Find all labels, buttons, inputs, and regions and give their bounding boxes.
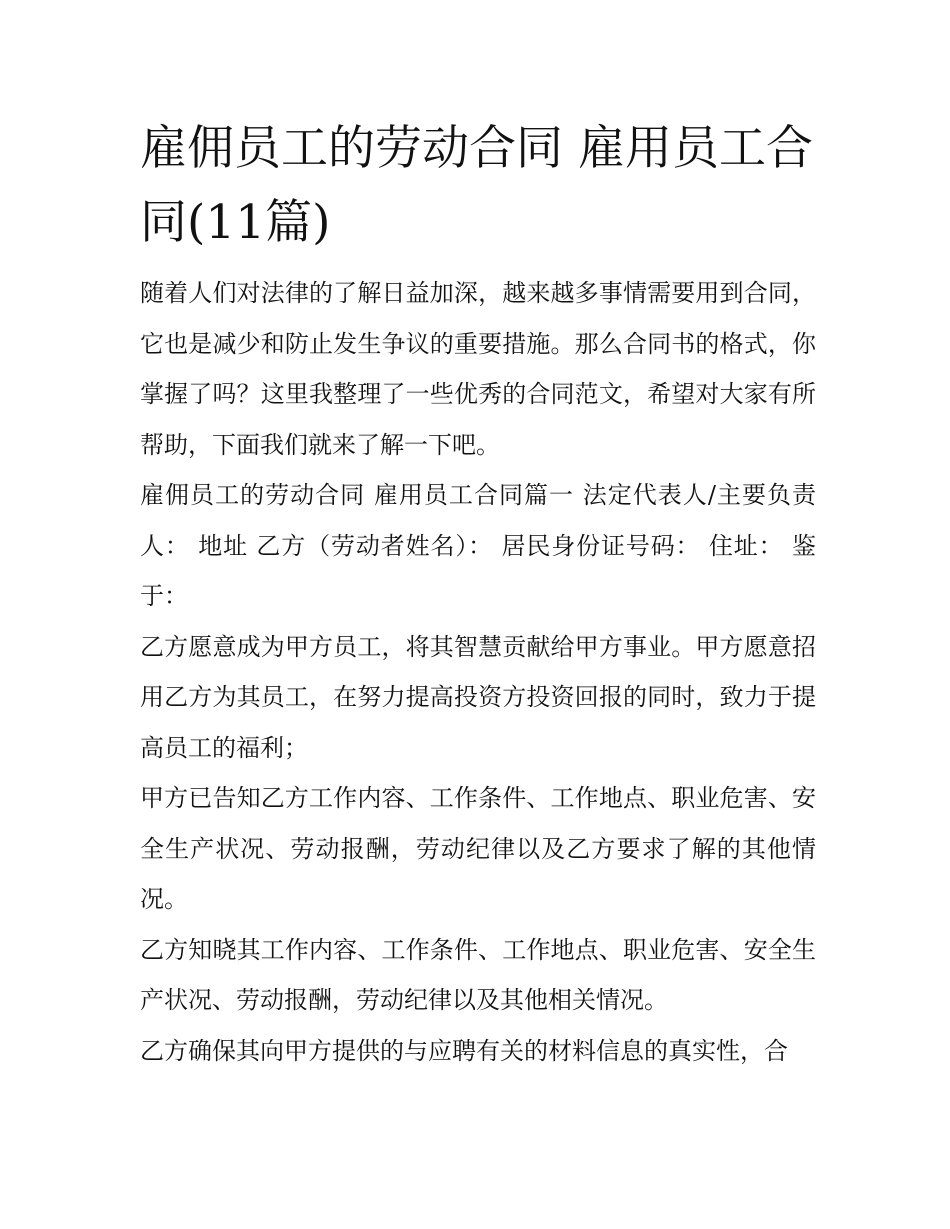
paragraph-employer-notice: 甲方已告知乙方工作内容、工作条件、工作地点、职业危害、安全生产状况、劳动报酬，劳动纪律以及乙方要求了解的其他情况。 [140,784,816,913]
document-page [140,112,816,1076]
paragraph-parties: 雇佣员工的劳动合同 雇用员工合同篇一 法定代表人/主要负责人： 地址 乙方（劳动者姓名）： 居民身份证号码： 住址： 鉴于： [140,481,816,610]
paragraph-intro: 随着人们对法律的了解日益加深，越来越多事情需要用到合同，它也是减少和防止发生争议的重要措施。那么合同书的格式，你掌握了吗？这里我整理了一些优秀的合同范文，希望对大家有所帮助，下面我们就来了解一下吧。 [140,279,816,459]
paragraph-authenticity: 乙方确保其向甲方提供的与应聘有关的材料信息的真实性，合 [140,1036,788,1065]
paragraph-willingness: 乙方愿意成为甲方员工，将其智慧贡献给甲方事业。甲方愿意招用乙方为其员工，在努力提高投资方投资回报的同时，致力于提高员工的福利； [140,632,816,762]
paragraph-employee-awareness: 乙方知晓其工作内容、工作条件、工作地点、职业危害、安全生产状况、劳动报酬，劳动纪律以及其他相关情况。 [140,935,816,1014]
document-title: 雇佣员工的劳动合同 雇用员工合同(11篇) [140,121,813,250]
